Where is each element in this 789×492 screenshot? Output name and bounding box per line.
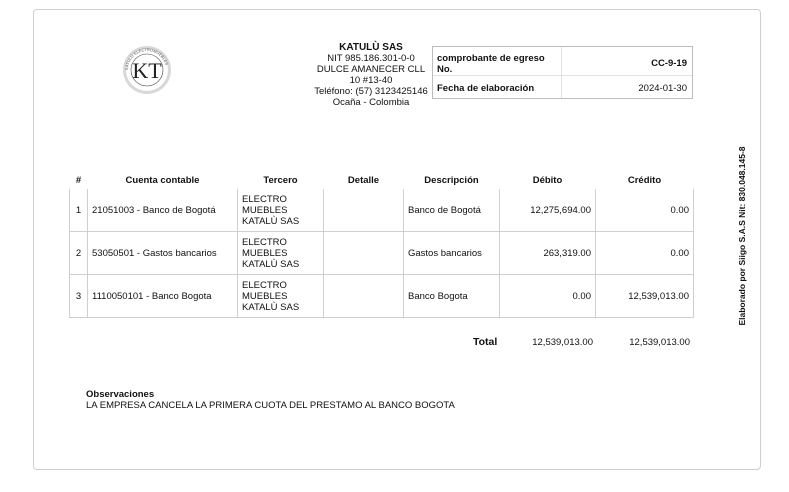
total-debito: 12,539,013.00 [532, 337, 593, 348]
logo-ring-text: KATULÙ ELECTROMUEBLES [123, 46, 170, 71]
row-credito: 12,539,013.00 [596, 275, 694, 318]
col-header-number: # [75, 175, 82, 186]
row-tercero: ELECTRO MUEBLES KATALÙ SAS [238, 232, 324, 275]
col-header-cuenta: Cuenta contable [125, 175, 200, 186]
document-number: CC-9-19 [651, 58, 687, 69]
document-info-box [432, 46, 693, 99]
accounting-table [69, 172, 694, 318]
row-descripcion: Gastos bancarios [404, 232, 500, 275]
document-date: 2024-01-30 [638, 83, 687, 94]
company-phone: Teléfono: (57) 3123425146 [314, 86, 428, 97]
row-cuenta: 1110050101 - Banco Bogota [88, 275, 238, 318]
table-row [70, 275, 694, 318]
row-credito: 0.00 [596, 232, 694, 275]
row-cuenta: 53050501 - Gastos bancarios [88, 232, 238, 275]
row-number: 3 [70, 275, 88, 318]
row-debito: 12,275,694.00 [500, 189, 596, 232]
company-address-1: DULCE AMANECER CLL [316, 64, 426, 75]
col-header-credito: Crédito [627, 175, 662, 186]
col-header-tercero: Tercero [263, 175, 298, 186]
col-header-detalle: Detalle [347, 175, 380, 186]
table-header-row [70, 172, 694, 189]
row-detalle [324, 232, 404, 275]
date-label: Fecha de elaboración [437, 83, 535, 94]
vertical-footer-text: Elaborado por Siigo S.A.S Nit: 830.048.145-8 [737, 146, 747, 326]
observaciones-text: LA EMPRESA CANCELA LA PRIMERA CUOTA DEL PRESTAMO AL BANCO BOGOTA [86, 400, 455, 411]
row-number: 2 [70, 232, 88, 275]
row-debito: 263,319.00 [500, 232, 596, 275]
table-row [70, 189, 694, 232]
col-header-descripcion: Descripción [424, 175, 479, 186]
total-credito: 12,539,013.00 [629, 337, 690, 348]
row-tercero: ELECTRO MUEBLES KATALÙ SAS [238, 189, 324, 232]
row-detalle [324, 189, 404, 232]
total-label: Total [473, 336, 498, 348]
company-city: Ocaña - Colombia [332, 97, 410, 108]
row-cuenta: 21051003 - Banco de Bogotá [88, 189, 238, 232]
table-row [70, 232, 694, 275]
row-descripcion: Banco Bogota [404, 275, 500, 318]
observaciones-title: Observaciones [86, 389, 155, 400]
logo-letters: KT [132, 58, 162, 83]
company-nit: NIT 985.186.301-0-0 [327, 53, 415, 64]
company-address-2: 10 #13-40 [349, 75, 393, 86]
company-header [305, 42, 437, 108]
row-credito: 0.00 [596, 189, 694, 232]
row-descripcion: Banco de Bogotá [404, 189, 500, 232]
row-debito: 0.00 [500, 275, 596, 318]
row-number: 1 [70, 189, 88, 232]
row-detalle [324, 275, 404, 318]
row-tercero: ELECTRO MUEBLES KATALÙ SAS [238, 275, 324, 318]
company-name: KATULÙ SAS [339, 42, 403, 53]
document-type-label: comprobante de egreso No. [437, 53, 545, 75]
col-header-debito: Débito [532, 175, 563, 186]
company-logo [122, 45, 172, 95]
